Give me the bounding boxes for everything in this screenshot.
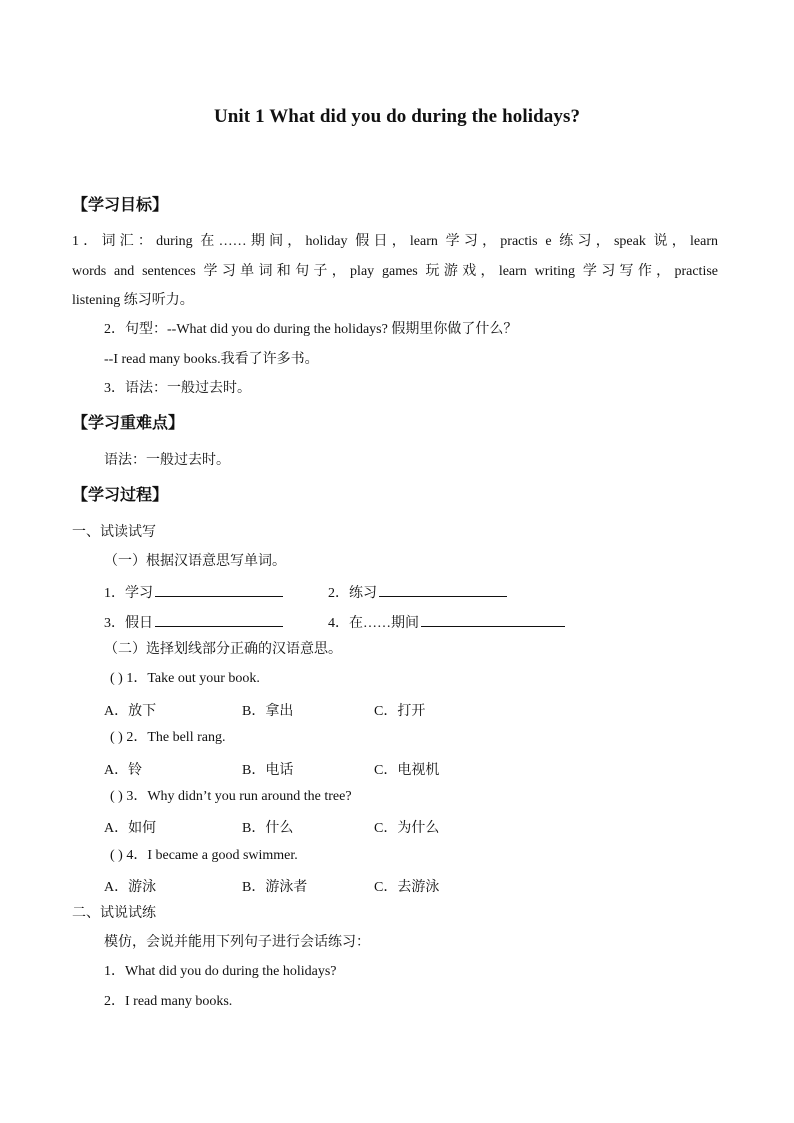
choice-stem-4: ( ) 4．I became a good swimmer. <box>110 848 298 863</box>
document-title: Unit 1 What did you do during the holidays? <box>213 106 581 127</box>
fill-blank-2[interactable] <box>379 582 507 597</box>
fill-blank-4[interactable] <box>421 612 565 627</box>
fill-item-1-label: 1．学习 <box>104 586 153 601</box>
choice-3-option-a[interactable]: A．如何 <box>104 821 157 836</box>
fill-blank-3[interactable] <box>155 612 283 627</box>
grammar-line: 3．语法：一般过去时。 <box>104 381 251 396</box>
choice-2-option-b[interactable]: B．电话 <box>242 763 294 778</box>
pattern-line-1: 2．句型：--What did you do during the holidays? 假期里你做了什么？ <box>104 322 518 337</box>
choice-4-option-c[interactable]: C．去游泳 <box>374 880 440 895</box>
choice-stem-1: ( ) 1．Take out your book. <box>110 671 260 686</box>
choice-1-option-c[interactable]: C．打开 <box>374 704 426 719</box>
part2-sentence-2: 2．I read many books. <box>104 994 233 1009</box>
vocab-line-1: 1．词汇：during 在……期间，holiday 假日，learn 学习，practis e 练习，speak 说，learn <box>72 234 718 249</box>
choice-4-option-b[interactable]: B．游泳者 <box>242 880 308 895</box>
fill-blank-1[interactable] <box>155 582 283 597</box>
pattern-line-2: --I read many books.我看了许多书。 <box>104 352 319 367</box>
fill-item-2 <box>328 582 507 602</box>
part2-sentence-1: 1．What did you do during the holidays? <box>104 964 337 979</box>
choice-1-option-b[interactable]: B．拿出 <box>242 704 294 719</box>
choice-stem-3: ( ) 3．Why didn’t you run around the tree? <box>110 789 352 804</box>
vocab-line-3: listening 练习听力。 <box>72 293 194 308</box>
fill-item-3-label: 3．假日 <box>104 616 153 631</box>
choice-stem-2: ( ) 2．The bell rang. <box>110 730 226 745</box>
fill-item-4 <box>328 612 565 632</box>
fill-item-4-label: 4．在……期间 <box>328 616 419 631</box>
choice-1-option-a[interactable]: A．放下 <box>104 704 157 719</box>
fill-item-2-label: 2．练习 <box>328 586 377 601</box>
choice-3-option-b[interactable]: B．什么 <box>242 821 294 836</box>
choice-2-option-a[interactable]: A．铃 <box>104 763 143 778</box>
choice-2-option-c[interactable]: C．电视机 <box>374 763 440 778</box>
part1-sub2: （二）选择划线部分正确的汉语意思。 <box>104 642 342 657</box>
section-heading-key-points: 【学习重难点】 <box>72 415 185 432</box>
section-heading-goals: 【学习目标】 <box>72 197 169 214</box>
part1-sub1: （一）根据汉语意思写单词。 <box>104 554 286 569</box>
part1-heading: 一、试读试写 <box>72 525 156 540</box>
fill-item-1 <box>104 582 283 602</box>
choice-4-option-a[interactable]: A．游泳 <box>104 880 157 895</box>
section-heading-process: 【学习过程】 <box>72 487 169 504</box>
vocab-line-2: words and sentences 学习单词和句子，play games 玩游戏，learn writing 学习写作，practise <box>72 264 718 279</box>
part2-intro: 模仿，会说并能用下列句子进行会话练习： <box>104 935 370 950</box>
choice-3-option-c[interactable]: C．为什么 <box>374 821 440 836</box>
key-points-text: 语法：一般过去时。 <box>104 453 230 468</box>
part2-heading: 二、试说试练 <box>72 906 156 921</box>
fill-item-3 <box>104 612 283 632</box>
